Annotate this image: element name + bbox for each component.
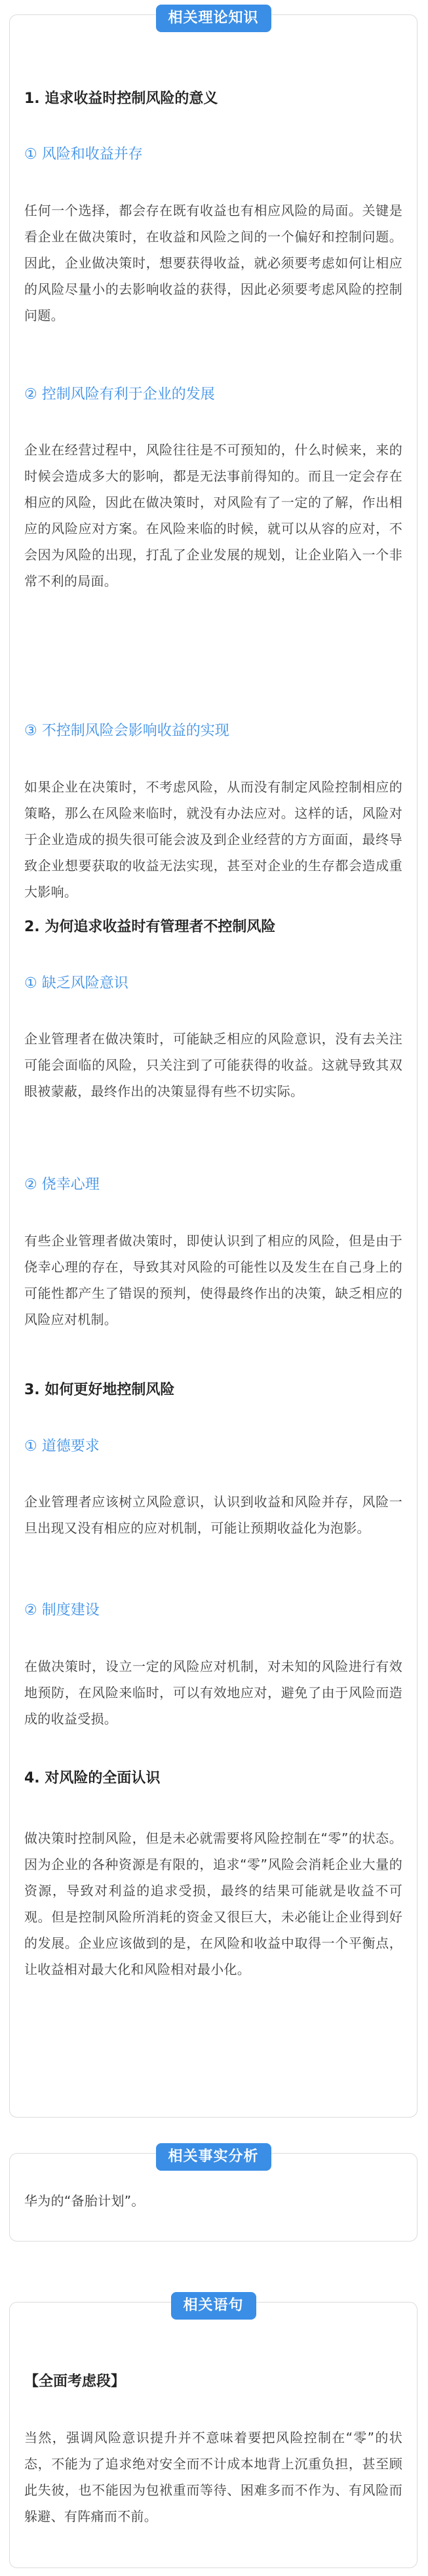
section-1-paragraph-2: 企业在经营过程中，风险往往是不可预知的，什么时候来，来的时候会造成多大的影响，都是无法事前得知的。而且一定会存在相应的风险，因此在做决策时，对风险有了一定的了解，作出相应的风险应对方案。在风险来临的时候，就可以从容的应对，不会因为风险的出现，打乱了企业发展的规划，让企业陷入一个非常不利的局面。 — [24, 442, 402, 589]
section-4-paragraph-1: 做决策时控制风险，但是未必就需要将风险控制在“零”的状态。因为企业的各种资源是有限的，追求“零”风险会消耗企业大量的资源，导致对利益的追求受损，最终的结果可能就是收益不可观。但是控制风险所消耗的资金又很巨大，未必能让企业得到好的发展。企业应该做到的是，在风险和收益中取得一个平衡点，让收益相对最大化和风险相对最小化。 — [24, 1830, 402, 1977]
quotes-para-wrap — [24, 2425, 402, 2529]
facts-badge: 相关事实分析 — [155, 2143, 271, 2171]
quotes-paragraph: 当然，强调风险意识提升并不意味着要把风险控制在“零”的状态，不能为了追求绝对安全而不计成本地背上沉重负担，甚至顾此失彼，也不能因为包袱重而等待、困难多而不作为、有风险而躲避、有阵痛而不前。 — [24, 2430, 402, 2524]
section-3-sub1-wrap — [24, 1437, 402, 1457]
facts-text: 华为的“备胎计划”。 — [24, 2193, 145, 2209]
section-3-subheading-2: ② 制度建设 — [24, 1602, 100, 1619]
section-2-para2-wrap — [24, 1228, 402, 1333]
section-4-para1-wrap — [24, 1825, 402, 1982]
section-1-para3-wrap — [24, 774, 402, 905]
quotes-card — [9, 2297, 418, 2568]
section-1-sub1-wrap — [24, 145, 402, 165]
section-3-para1-wrap — [24, 1489, 402, 1541]
section-3-para2-wrap — [24, 1653, 402, 1732]
section-2-subheading-2: ② 侥幸心理 — [24, 1177, 100, 1193]
section-3-paragraph-1: 企业管理者应该树立风险意识，认识到收益和风险并存，风险一旦出现又没有相应的应对机制，可能让预期收益化为泡影。 — [24, 1494, 402, 1536]
section-1-title: 1. 追求收益时控制风险的意义 — [24, 91, 218, 107]
theory-card — [9, 10, 418, 2118]
section-2-sub1-wrap — [24, 974, 402, 994]
section-4-title-wrap — [24, 1769, 402, 1788]
quotes-heading-wrap — [24, 2372, 402, 2392]
section-3-sub2-wrap — [24, 1601, 402, 1620]
section-1-para2-wrap — [24, 437, 402, 594]
facts-text-wrap — [24, 2188, 402, 2214]
theory-badge: 相关理论知识 — [155, 5, 271, 32]
section-3-title: 3. 如何更好地控制风险 — [24, 1382, 175, 1398]
section-4-title: 4. 对风险的全面认识 — [24, 1770, 161, 1786]
section-1-paragraph-1: 任何一个选择，都会存在既有收益也有相应风险的局面。关键是看企业在做决策时，在收益和风险之间的一个偏好和控制问题。因此，企业做决策时，想要获得收益，就必须要考虑如何让相应的风险尽量小的去影响收益的获得，因此必须要考虑风险的控制问题。 — [24, 203, 402, 323]
section-2-sub2-wrap — [24, 1175, 402, 1195]
facts-card — [9, 2148, 418, 2242]
quotes-badge: 相关语句 — [170, 2292, 256, 2320]
section-2-paragraph-2: 有些企业管理者做决策时，即使认识到了相应的风险，但是由于侥幸心理的存在，导致其对风险的可能性以及发生在自己身上的可能性都产生了错误的预判，使得最终作出的决策，缺乏相应的风险应对机制。 — [24, 1233, 402, 1327]
section-3-title-wrap — [24, 1380, 402, 1400]
section-2-title-wrap — [24, 917, 402, 937]
section-2-subheading-1: ① 缺乏风险意识 — [24, 975, 128, 992]
section-1-paragraph-3: 如果企业在决策时，不考虑风险，从而没有制定风险控制相应的策略，那么在风险来临时，就没有办法应对。这样的话，风险对于企业造成的损失很可能会波及到企业经营的方方面面，最终导致企业想要获取的收益无法实现，甚至对企业的生存都会造成重大影响。 — [24, 779, 402, 900]
section-2-para1-wrap — [24, 1026, 402, 1104]
section-1-subheading-1: ① 风险和收益并存 — [24, 146, 143, 163]
section-1-subheading-3: ③ 不控制风险会影响收益的实现 — [24, 723, 229, 739]
section-1-sub3-wrap — [24, 721, 402, 741]
section-1-para1-wrap — [24, 197, 402, 329]
section-3-paragraph-2: 在做决策时，设立一定的风险应对机制，对未知的风险进行有效地预防，在风险来临时，可以有效地应对，避免了由于风险而造成的收益受损。 — [24, 1659, 402, 1727]
quotes-heading: 【全面考虑段】 — [24, 2373, 126, 2390]
section-3-subheading-1: ① 道德要求 — [24, 1438, 100, 1455]
section-2-paragraph-1: 企业管理者在做决策时，可能缺乏相应的风险意识，没有去关注可能会面临的风险，只关注到了可能获得的收益。这就导致其双眼被蒙蔽，最终作出的决策显得有些不切实际。 — [24, 1031, 402, 1099]
section-1-sub2-wrap — [24, 385, 402, 405]
section-2-title: 2. 为何追求收益时有管理者不控制风险 — [24, 919, 276, 935]
section-1-subheading-2: ② 控制风险有利于企业的发展 — [24, 386, 215, 403]
section-1-title-wrap — [24, 89, 402, 109]
